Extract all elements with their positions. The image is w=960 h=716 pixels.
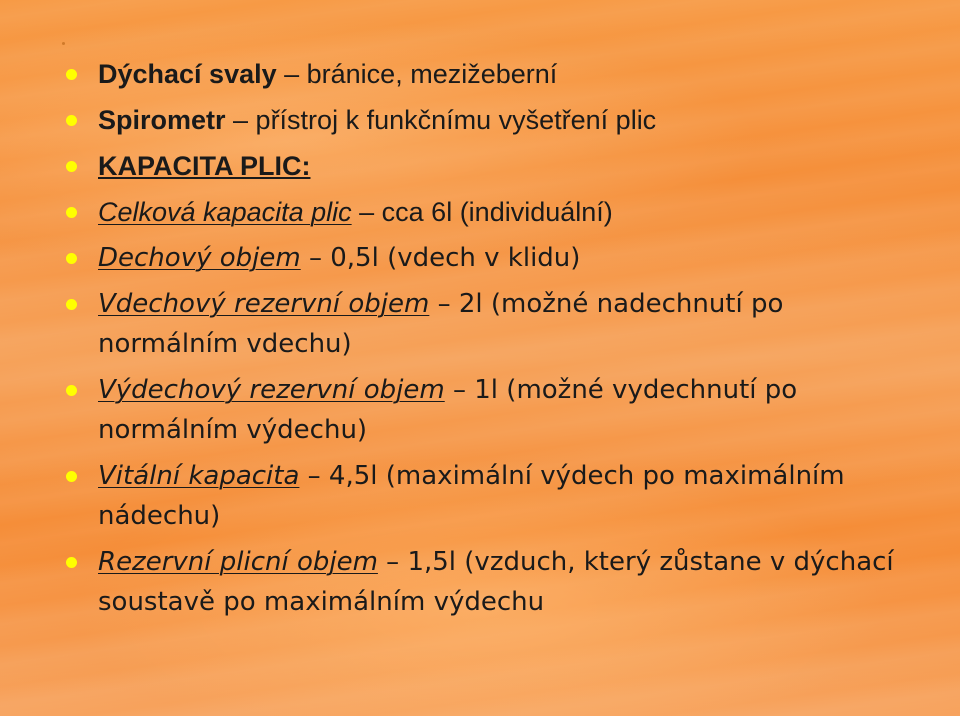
item-label: Spirometr — [98, 105, 226, 135]
bullet-icon — [66, 299, 77, 310]
item-label: Dechový objem — [98, 243, 301, 273]
item-text: – cca 6l (individuální) — [351, 197, 613, 227]
bullet-icon — [66, 557, 77, 568]
list-item — [98, 456, 928, 536]
decorative-dot — [62, 42, 65, 45]
item-label: Vitální kapacita — [98, 461, 300, 491]
bullet-icon — [66, 161, 77, 172]
bullet-icon — [66, 69, 77, 80]
item-text: – přístroj k funkčnímu vyšetření plic — [225, 105, 657, 135]
list-item — [98, 146, 928, 186]
bullet-icon — [66, 471, 77, 482]
item-text: – 0,5l (vdech v klidu) — [300, 243, 581, 273]
bullet-icon — [66, 385, 77, 396]
item-label: Výdechový rezervní objem — [98, 375, 445, 405]
list-item — [98, 238, 928, 278]
list-item — [98, 100, 928, 140]
item-label: Dýchací svaly — [98, 59, 277, 89]
item-label: Celková kapacita plic — [98, 197, 352, 227]
item-text: – 4,5l (maximální výdech po maximálním nádechu) — [98, 461, 845, 531]
item-text: – bránice, mezižeberní — [276, 59, 558, 89]
item-label: KAPACITA PLIC: — [98, 151, 311, 181]
item-text: – 1,5l (vzduch, který zůstane v dýchací soustavě po maximálním výdechu — [98, 547, 894, 617]
item-label: Rezervní plicní objem — [98, 547, 378, 577]
bullet-icon — [66, 207, 77, 218]
item-label: Vdechový rezervní objem — [98, 289, 430, 319]
list-item — [98, 542, 928, 622]
bullet-icon — [66, 115, 77, 126]
bullet-icon — [66, 253, 77, 264]
bullet-list — [98, 54, 928, 622]
list-item — [98, 370, 928, 450]
list-item — [98, 284, 928, 364]
item-text: – 2l (možné nadechnutí po normálním vdechu) — [98, 289, 784, 359]
list-item — [98, 192, 928, 232]
item-text: – 1l (možné vydechnutí po normálním výdechu) — [98, 375, 798, 445]
list-item — [98, 54, 928, 94]
